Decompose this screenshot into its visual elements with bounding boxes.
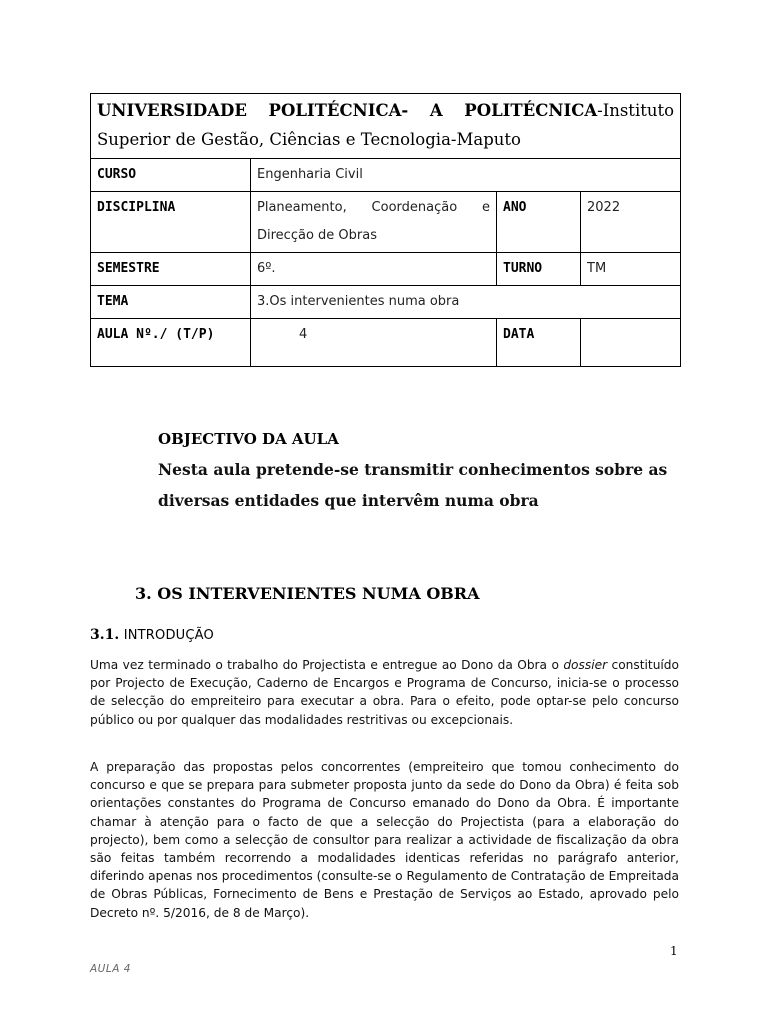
data-label-text: DATA — [503, 327, 535, 342]
aula-label-text: AULA Nº./ (T/P) — [97, 327, 215, 342]
disciplina-value — [251, 192, 497, 253]
subsection-heading — [90, 627, 214, 643]
turno-label-text: TURNO — [503, 261, 543, 276]
subsection-number: 3.1. — [90, 627, 120, 643]
institution-title-cell — [91, 94, 681, 159]
semestre-value-text: 6º. — [257, 261, 276, 276]
paragraph-1-end: constituído por Projecto de Execução, Caderno de Encargos e Programa de Concurso, inicia-se o processo de selecção do empreiteiro para executar a obra. Para o efeito, pode optar-se pelo concurso público ou por qualquer das modalidades restritivas ou excepcionais. — [90, 658, 679, 727]
curso-label — [91, 159, 251, 192]
institution-suffix: -Instituto — [597, 101, 675, 120]
objective-heading: OBJECTIVO DA AULA — [158, 430, 339, 448]
subsection-title: INTRODUÇÃO — [123, 628, 214, 643]
disciplina-label-text: DISCIPLINA — [97, 200, 176, 215]
tema-value — [251, 286, 681, 319]
table-row — [91, 94, 681, 159]
curso-label-text: CURSO — [97, 167, 137, 182]
aula-value-text: 4 — [299, 327, 308, 342]
ano-value — [581, 192, 681, 253]
disciplina-value-line1: Planeamento, Coordenação e — [257, 200, 490, 215]
semestre-label — [91, 253, 251, 286]
institution-name: UNIVERSIDADE POLITÉCNICA- A POLITÉCNICA — [97, 101, 598, 120]
table-row — [91, 159, 681, 192]
objective-line1: Nesta aula pretende-se transmitir conhecimentos sobre as — [158, 460, 668, 479]
ano-value-text: 2022 — [587, 200, 621, 215]
disciplina-label — [91, 192, 251, 253]
curso-value — [251, 159, 681, 192]
course-info-table — [90, 93, 681, 367]
aula-label — [91, 319, 251, 367]
paragraph-1 — [90, 656, 679, 729]
disciplina-value-line2: Direcção de Obras — [257, 228, 377, 243]
table-row — [91, 319, 681, 367]
data-label — [497, 319, 581, 367]
ano-label-text: ANO — [503, 200, 527, 215]
curso-value-text: Engenharia Civil — [257, 167, 363, 182]
page-number: 1 — [670, 944, 678, 958]
objective-line2: diversas entidades que intervêm numa obra — [158, 491, 539, 510]
page-footer: AULA 4 — [90, 963, 131, 975]
tema-label — [91, 286, 251, 319]
table-row — [91, 286, 681, 319]
paragraph-1-italic: dossier — [563, 658, 608, 672]
aula-value — [251, 319, 497, 367]
paragraph-1-start: Uma vez terminado o trabalho do Projectista e entregue ao Dono da Obra o — [90, 658, 564, 672]
semestre-value — [251, 253, 497, 286]
turno-label — [497, 253, 581, 286]
table-row — [91, 192, 681, 253]
data-value — [581, 319, 681, 367]
turno-value-text: TM — [587, 261, 607, 276]
objective-block — [158, 424, 718, 516]
section-heading: 3. OS INTERVENIENTES NUMA OBRA — [135, 584, 480, 603]
paragraph-2: A preparação das propostas pelos concorrentes (empreiteiro que tomou conhecimento do concurso e que se prepara para submeter proposta junto da sede do Dono da Obra) é feita sob orientações constantes do Programa de Concurso emanado do Dono da Obra. É importante chamar à atenção para o facto de que a selecção do Projectista (para a elaboração do projecto), bem como a selecção de consultor para realizar a actividade de fiscalização da obra são feitas também recorrendo a modalidades identicas referidas no parágrafo anterior, diferindo apenas nos procedimentos (consulte-se o Regulamento de Contratação de Empreitada de Obras Públicas, Fornecimento de Bens e Prestação de Serviços ao Estado, aprovado pelo Decreto nº. 5/2016, de 8 de Março). — [90, 760, 679, 920]
tema-label-text: TEMA — [97, 294, 129, 309]
institution-title-line1 — [97, 98, 674, 124]
turno-value — [581, 253, 681, 286]
ano-label — [497, 192, 581, 253]
institution-title-line2: Superior de Gestão, Ciências e Tecnologia-Maputo — [97, 130, 521, 149]
table-row — [91, 253, 681, 286]
semestre-label-text: SEMESTRE — [97, 261, 160, 276]
tema-value-text: 3.Os intervenientes numa obra — [257, 294, 460, 309]
